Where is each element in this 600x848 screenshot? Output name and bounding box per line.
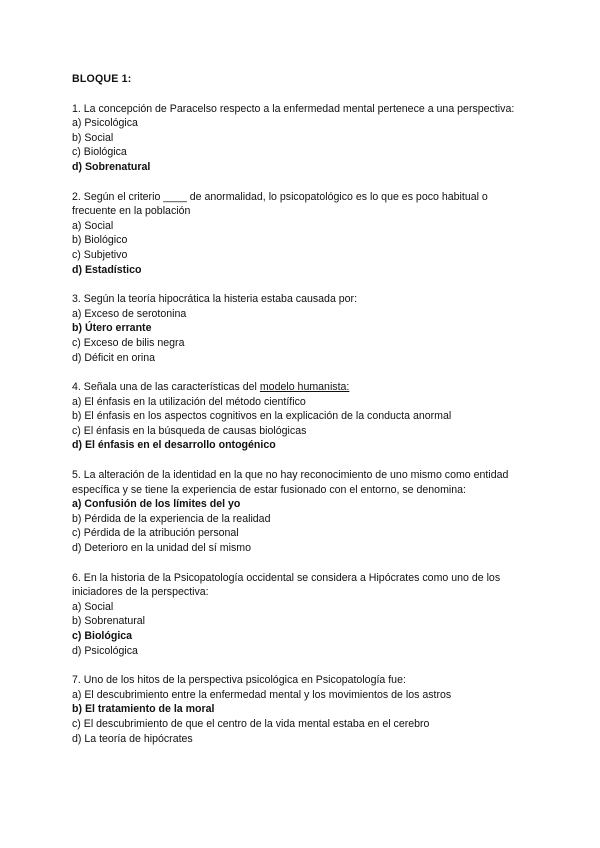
answer-option-d-correct: d) El énfasis en el desarrollo ontogénico bbox=[72, 439, 276, 452]
answer-option-c: c) El descubrimiento de que el centro de la vida mental estaba en el cerebro bbox=[72, 717, 430, 730]
question-2 bbox=[72, 190, 532, 278]
question-text: 5. La alteración de la identidad en la que no hay reconocimiento de uno mismo como entidad específica y se tiene la experiencia de estar fusionado con el entorno, se denomina: bbox=[72, 469, 509, 496]
answer-option-b: b) Pérdida de la experiencia de la realidad bbox=[72, 512, 271, 525]
question-4 bbox=[72, 380, 532, 453]
answer-option-c: c) Biológica bbox=[72, 146, 127, 159]
question-text: 2. Según el criterio ____ de anormalidad, lo psicopatológico es lo que es poco habitual o frecuente en la población bbox=[72, 190, 488, 218]
question-7 bbox=[72, 673, 532, 746]
answer-option-a: a) Social bbox=[72, 219, 114, 232]
answer-option-b: b) Sobrenatural bbox=[72, 615, 146, 628]
answer-option-b: b) Biológico bbox=[72, 234, 128, 247]
underlined-term: modelo humanista: bbox=[259, 381, 350, 394]
answer-option-d-correct: d) Estadístico bbox=[72, 263, 142, 276]
answer-option-d: d) La teoría de hipócrates bbox=[72, 732, 193, 745]
answer-option-c: c) Pérdida de la atribución personal bbox=[72, 527, 239, 540]
question-6 bbox=[72, 571, 532, 659]
question-text bbox=[72, 380, 532, 395]
answer-option-b-correct: b) Útero errante bbox=[72, 322, 152, 335]
question-1 bbox=[72, 102, 532, 175]
question-text-lead: 4. Señala una de las características del bbox=[72, 381, 260, 394]
answer-option-b-correct: b) El tratamiento de la moral bbox=[72, 703, 215, 716]
answer-option-d: d) Deterioro en la unidad del sí mismo bbox=[72, 542, 252, 555]
answer-option-a: a) Exceso de serotonina bbox=[72, 307, 187, 320]
answer-option-a: a) Social bbox=[72, 600, 114, 613]
answer-option-b: b) El énfasis en los aspectos cognitivos en la explicación de la conducta anormal bbox=[72, 410, 452, 423]
answer-option-a: a) El énfasis en la utilización del método científico bbox=[72, 395, 306, 408]
question-text: 1. La concepción de Paracelso respecto a la enfermedad mental pertenece a una perspectiva: bbox=[72, 102, 515, 115]
answer-option-a-correct: a) Confusión de los límites del yo bbox=[72, 498, 241, 511]
answer-option-b: b) Social bbox=[72, 131, 114, 144]
answer-option-c-correct: c) Biológica bbox=[72, 630, 133, 642]
answer-option-d-correct: d) Sobrenatural bbox=[72, 160, 151, 173]
answer-option-a: a) El descubrimiento entre la enfermedad mental y los movimientos de los astros bbox=[72, 688, 452, 701]
question-text: 7. Uno de los hitos de la perspectiva psicológica en Psicopatología fue: bbox=[72, 674, 406, 687]
answer-option-d: d) Psicológica bbox=[72, 644, 138, 657]
answer-option-c: c) Exceso de bilis negra bbox=[72, 336, 185, 349]
answer-option-a: a) Psicológica bbox=[72, 117, 138, 130]
answer-option-c: c) El énfasis en la búsqueda de causas biológicas bbox=[72, 424, 307, 437]
question-text: 6. En la historia de la Psicopatología occidental se considera a Hipócrates como uno de los iniciadores de la perspectiva: bbox=[72, 571, 501, 599]
document-content bbox=[72, 72, 532, 761]
answer-option-d: d) Déficit en orina bbox=[72, 351, 156, 364]
question-text: 3. Según la teoría hipocrática la histeria estaba causada por: bbox=[72, 293, 358, 306]
question-5 bbox=[72, 468, 532, 556]
question-3 bbox=[72, 292, 532, 365]
answer-option-c: c) Subjetivo bbox=[72, 248, 128, 261]
section-heading: BLOQUE 1: bbox=[72, 73, 132, 85]
